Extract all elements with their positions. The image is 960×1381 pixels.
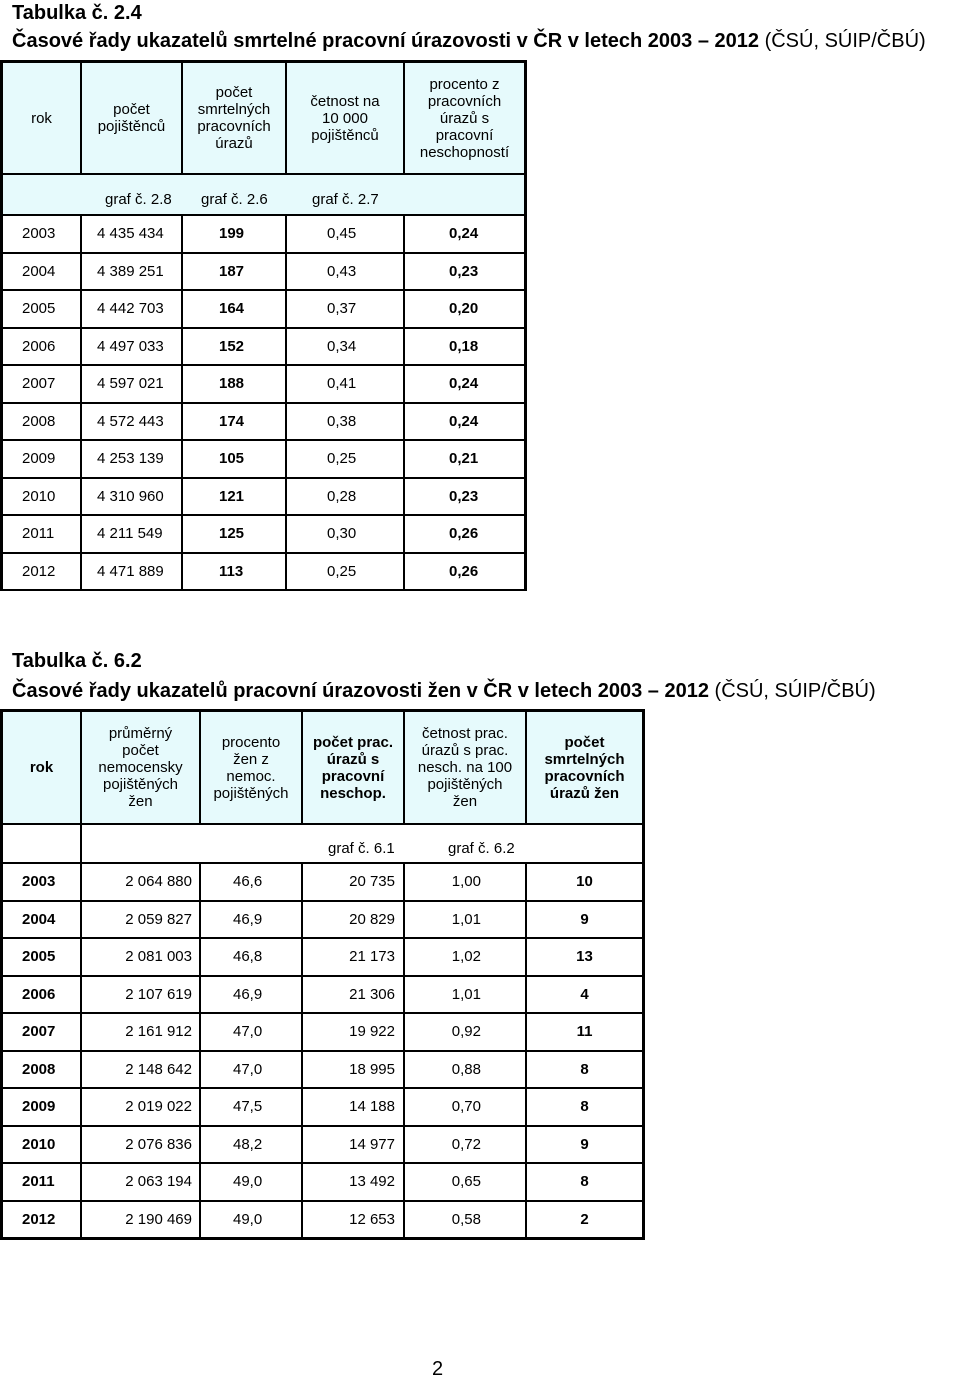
t1-header-insured: počet pojištěnců xyxy=(82,63,181,173)
t2-graph-row-empty xyxy=(3,825,80,862)
t2-cell-year: 2011 xyxy=(3,1164,80,1200)
t2-cell-year: 2007 xyxy=(3,1014,80,1050)
t1-cell-year: 2011 xyxy=(3,516,80,552)
t1-graph-ref-3: graf č. 2.7 xyxy=(312,191,379,208)
t1-cell-year: 2007 xyxy=(3,366,80,402)
t1-cell-frequency: 0,37 xyxy=(287,291,403,327)
t2-header-avg-insured: průměrný počet nemocensky pojištěných žen xyxy=(82,712,199,823)
t2-cell-percent-women: 49,0 xyxy=(201,1164,301,1200)
t2-cell-year: 2004 xyxy=(3,902,80,938)
t2-cell-fatal-women: 2 xyxy=(527,1202,642,1238)
t2-cell-year: 2003 xyxy=(3,864,80,900)
t1-cell-insured: 4 471 889 xyxy=(82,554,181,590)
t1-cell-fatal: 188 xyxy=(183,366,285,402)
t2-cell-avg-insured: 2 190 469 xyxy=(82,1202,199,1238)
page-number: 2 xyxy=(432,1358,444,1380)
t2-cell-avg-insured: 2 081 003 xyxy=(82,939,199,975)
t2-cell-frequency: 1,00 xyxy=(405,864,525,900)
t1-cell-frequency: 0,45 xyxy=(287,216,403,252)
t2-cell-frequency: 1,01 xyxy=(405,902,525,938)
t1-cell-year: 2012 xyxy=(3,554,80,590)
t2-cell-percent-women: 47,0 xyxy=(201,1052,301,1088)
t1-cell-insured: 4 253 139 xyxy=(82,441,181,477)
table2 xyxy=(0,709,645,1240)
t1-cell-insured: 4 497 033 xyxy=(82,329,181,365)
t2-cell-frequency: 0,92 xyxy=(405,1014,525,1050)
t1-cell-frequency: 0,34 xyxy=(287,329,403,365)
t2-cell-frequency: 0,58 xyxy=(405,1202,525,1238)
t1-graph-ref-1: graf č. 2.8 xyxy=(105,191,172,208)
table1 xyxy=(0,60,527,591)
t1-cell-insured: 4 310 960 xyxy=(82,479,181,515)
t1-cell-insured: 4 389 251 xyxy=(82,254,181,290)
t2-cell-percent-women: 48,2 xyxy=(201,1127,301,1163)
t2-header-fatal-women: počet smrtelných pracovních úrazů žen xyxy=(527,712,642,823)
t1-cell-fatal: 105 xyxy=(183,441,285,477)
t1-cell-percent: 0,21 xyxy=(405,441,524,477)
t1-cell-frequency: 0,41 xyxy=(287,366,403,402)
t2-cell-injuries: 14 977 xyxy=(303,1127,403,1163)
t1-cell-percent: 0,20 xyxy=(405,291,524,327)
t2-cell-frequency: 0,70 xyxy=(405,1089,525,1125)
table2-number: Tabulka č. 6.2 xyxy=(12,650,142,672)
t2-graph-row xyxy=(82,825,642,862)
t1-graph-row xyxy=(3,175,524,214)
t1-cell-fatal: 187 xyxy=(183,254,285,290)
t1-cell-fatal: 125 xyxy=(183,516,285,552)
t2-cell-percent-women: 46,8 xyxy=(201,939,301,975)
t1-cell-year: 2008 xyxy=(3,404,80,440)
t1-cell-fatal: 152 xyxy=(183,329,285,365)
t2-header-frequency: četnost prac. úrazů s prac. nesch. na 100 pojištěných žen xyxy=(405,712,525,823)
t2-cell-percent-women: 47,0 xyxy=(201,1014,301,1050)
t1-cell-fatal: 121 xyxy=(183,479,285,515)
t1-cell-insured: 4 572 443 xyxy=(82,404,181,440)
t1-cell-percent: 0,24 xyxy=(405,216,524,252)
t2-header-rok: rok xyxy=(3,712,80,823)
t2-cell-fatal-women: 8 xyxy=(527,1164,642,1200)
t2-cell-frequency: 0,88 xyxy=(405,1052,525,1088)
t2-cell-fatal-women: 4 xyxy=(527,977,642,1013)
t2-cell-percent-women: 46,9 xyxy=(201,977,301,1013)
t2-cell-injuries: 19 922 xyxy=(303,1014,403,1050)
t2-cell-percent-women: 47,5 xyxy=(201,1089,301,1125)
t1-cell-percent: 0,24 xyxy=(405,366,524,402)
t1-header-percent: procento z pracovních úrazů s pracovní neschopností xyxy=(405,63,524,173)
t1-header-fatal: počet smrtelných pracovních úrazů xyxy=(183,63,285,173)
t1-cell-fatal: 113 xyxy=(183,554,285,590)
t2-cell-injuries: 14 188 xyxy=(303,1089,403,1125)
t1-header-frequency: četnost na 10 000 pojištěnců xyxy=(287,63,403,173)
t1-cell-frequency: 0,28 xyxy=(287,479,403,515)
t1-cell-insured: 4 597 021 xyxy=(82,366,181,402)
t2-cell-injuries: 18 995 xyxy=(303,1052,403,1088)
t1-cell-year: 2009 xyxy=(3,441,80,477)
t2-cell-avg-insured: 2 059 827 xyxy=(82,902,199,938)
t2-cell-injuries: 20 829 xyxy=(303,902,403,938)
t1-cell-frequency: 0,38 xyxy=(287,404,403,440)
t2-graph-ref-2: graf č. 6.2 xyxy=(448,840,515,857)
t1-cell-insured: 4 211 549 xyxy=(82,516,181,552)
t1-cell-percent: 0,23 xyxy=(405,254,524,290)
t1-cell-year: 2010 xyxy=(3,479,80,515)
table1-number: Tabulka č. 2.4 xyxy=(12,2,142,24)
t2-cell-fatal-women: 8 xyxy=(527,1089,642,1125)
t1-cell-frequency: 0,30 xyxy=(287,516,403,552)
table1-title: Časové řady ukazatelů smrtelné pracovní úrazovosti v ČR v letech 2003 – 2012 (ČSÚ, SÚIP/ČBÚ) xyxy=(12,30,926,52)
t2-cell-avg-insured: 2 019 022 xyxy=(82,1089,199,1125)
t1-cell-year: 2003 xyxy=(3,216,80,252)
t2-cell-injuries: 21 306 xyxy=(303,977,403,1013)
t1-cell-frequency: 0,25 xyxy=(287,441,403,477)
t2-cell-frequency: 0,72 xyxy=(405,1127,525,1163)
t2-cell-avg-insured: 2 148 642 xyxy=(82,1052,199,1088)
t2-cell-fatal-women: 11 xyxy=(527,1014,642,1050)
t2-header-percent-women: procento žen z nemoc. pojištěných xyxy=(201,712,301,823)
t1-cell-fatal: 199 xyxy=(183,216,285,252)
t1-cell-frequency: 0,43 xyxy=(287,254,403,290)
t1-cell-year: 2005 xyxy=(3,291,80,327)
t2-header-injuries: počet prac. úrazů s pracovní neschop. xyxy=(303,712,403,823)
t1-cell-percent: 0,18 xyxy=(405,329,524,365)
t2-cell-avg-insured: 2 063 194 xyxy=(82,1164,199,1200)
t2-cell-avg-insured: 2 064 880 xyxy=(82,864,199,900)
t2-cell-year: 2006 xyxy=(3,977,80,1013)
t2-cell-frequency: 1,02 xyxy=(405,939,525,975)
t2-cell-avg-insured: 2 076 836 xyxy=(82,1127,199,1163)
t1-cell-frequency: 0,25 xyxy=(287,554,403,590)
t2-graph-ref-1: graf č. 6.1 xyxy=(328,840,395,857)
t2-cell-year: 2005 xyxy=(3,939,80,975)
t2-cell-fatal-women: 9 xyxy=(527,902,642,938)
t1-cell-insured: 4 435 434 xyxy=(82,216,181,252)
table2-title: Časové řady ukazatelů pracovní úrazovosti žen v ČR v letech 2003 – 2012 (ČSÚ, SÚIP/ČBÚ) xyxy=(12,680,876,702)
t2-cell-fatal-women: 8 xyxy=(527,1052,642,1088)
t1-header-rok: rok xyxy=(3,63,80,173)
t2-cell-year: 2008 xyxy=(3,1052,80,1088)
t1-cell-percent: 0,24 xyxy=(405,404,524,440)
t1-cell-year: 2006 xyxy=(3,329,80,365)
t2-cell-year: 2009 xyxy=(3,1089,80,1125)
t2-cell-injuries: 20 735 xyxy=(303,864,403,900)
t2-cell-frequency: 1,01 xyxy=(405,977,525,1013)
t2-cell-fatal-women: 9 xyxy=(527,1127,642,1163)
t2-cell-percent-women: 46,9 xyxy=(201,902,301,938)
t2-cell-fatal-women: 10 xyxy=(527,864,642,900)
t2-cell-frequency: 0,65 xyxy=(405,1164,525,1200)
t1-cell-percent: 0,23 xyxy=(405,479,524,515)
t1-cell-fatal: 164 xyxy=(183,291,285,327)
t2-cell-injuries: 12 653 xyxy=(303,1202,403,1238)
t2-cell-year: 2010 xyxy=(3,1127,80,1163)
t1-cell-fatal: 174 xyxy=(183,404,285,440)
t2-cell-injuries: 21 173 xyxy=(303,939,403,975)
t2-cell-avg-insured: 2 161 912 xyxy=(82,1014,199,1050)
t1-cell-insured: 4 442 703 xyxy=(82,291,181,327)
t2-cell-fatal-women: 13 xyxy=(527,939,642,975)
t1-cell-year: 2004 xyxy=(3,254,80,290)
t1-cell-percent: 0,26 xyxy=(405,554,524,590)
t2-cell-year: 2012 xyxy=(3,1202,80,1238)
t2-cell-avg-insured: 2 107 619 xyxy=(82,977,199,1013)
t2-cell-injuries: 13 492 xyxy=(303,1164,403,1200)
t1-cell-percent: 0,26 xyxy=(405,516,524,552)
t2-cell-percent-women: 46,6 xyxy=(201,864,301,900)
t2-cell-percent-women: 49,0 xyxy=(201,1202,301,1238)
t1-graph-ref-2: graf č. 2.6 xyxy=(201,191,268,208)
